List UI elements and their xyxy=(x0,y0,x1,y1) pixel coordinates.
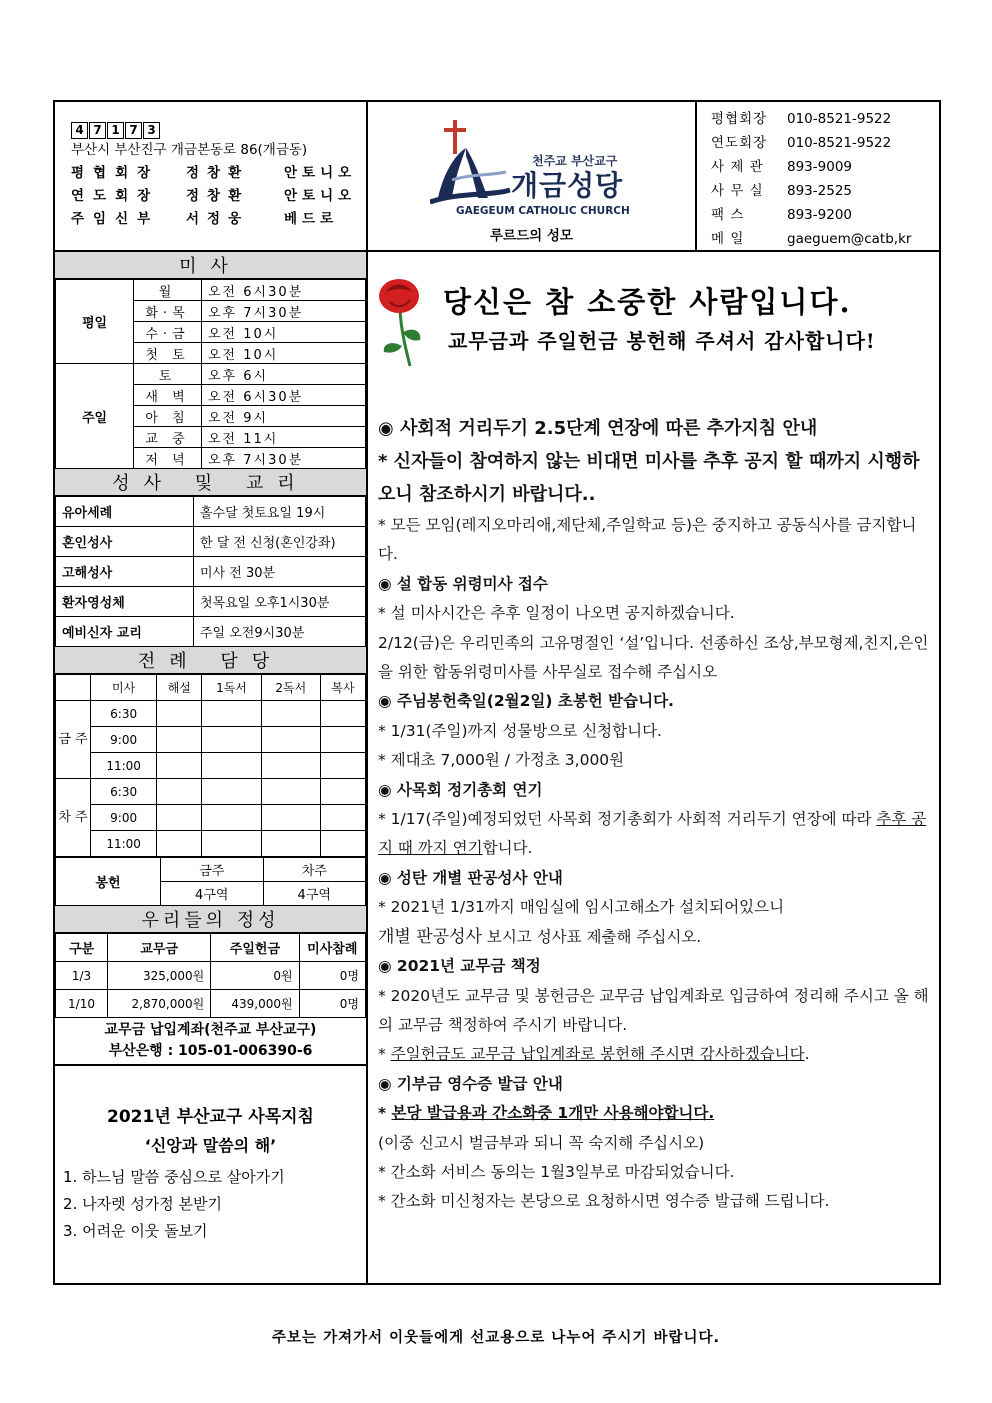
contact-value: 010-8521-9522 xyxy=(787,135,892,151)
officer-name: 정창환 xyxy=(186,165,250,181)
announcement-text: (이중 신고시 벌금부과 되니 꼭 숙지해 주십시오) xyxy=(378,1133,705,1152)
officer-role: 연도회장 xyxy=(71,188,160,204)
giving-sunday: 0원 xyxy=(211,962,299,990)
guideline-item: 2. 나자렛 성가정 본받기 xyxy=(63,1195,223,1213)
next-week-label: 차 주 xyxy=(56,779,91,857)
announcement-text: * 간소화 미신청자는 본당으로 요청하시면 영수증 발급해 드립니다. xyxy=(378,1192,830,1211)
mass-day: 토 xyxy=(134,364,202,385)
announcement-text xyxy=(378,1040,933,1069)
contact-row xyxy=(711,179,939,203)
next-week-header: 차주 xyxy=(263,858,366,882)
emphasized-text: 개별 판공성사 xyxy=(378,926,482,947)
mass-day: 새 벽 xyxy=(134,385,202,406)
zip-digit: 3 xyxy=(143,122,160,139)
contact-value: 893-9200 xyxy=(787,207,852,223)
officer-row xyxy=(71,185,366,208)
mass-time: 오전 9시 xyxy=(202,406,366,427)
contact-value: 010-8521-9522 xyxy=(787,111,892,127)
sacrament-time: 홀수달 첫토요일 19시 xyxy=(194,497,366,527)
footer-note: 주보는 가져가서 이웃들에게 선교용으로 나누어 주시기 바랍니다. xyxy=(272,1330,720,1346)
patron-saint: 루르드의 성모 xyxy=(490,228,573,244)
announcement-heading: ◉ 사목회 정기총회 연기 xyxy=(378,780,543,799)
logo-english-name: GAEGEUM CATHOLIC CHURCH xyxy=(456,205,630,217)
announcement-text xyxy=(378,805,933,864)
officer-baptismal: 안토니오 xyxy=(284,165,357,181)
sacrament-name: 유아세례 xyxy=(56,497,194,527)
giving-header: 주일헌금 xyxy=(211,934,299,962)
contact-label: 평협회장 xyxy=(711,111,768,127)
guideline-theme: ‘신앙과 말씀의 해’ xyxy=(144,1136,277,1155)
announcement-text: * 설 미사시간은 추후 일정이 나오면 공지하겠습니다. xyxy=(378,604,735,623)
announcement-text-part: * 1/17(주일)예정되었던 사목회 정기총회가 사회적 거리두기 연장에 따라 xyxy=(378,810,877,829)
giving-date: 1/10 xyxy=(56,990,108,1018)
contact-row xyxy=(711,131,939,155)
weekday-label: 평일 xyxy=(56,280,134,364)
zip-digit: 7 xyxy=(125,122,142,139)
giving-sunday: 439,000원 xyxy=(211,990,299,1018)
contact-label: 메 일 xyxy=(711,231,745,247)
zip-digit: 7 xyxy=(89,122,106,139)
liturgy-header: 해설 xyxy=(157,675,202,701)
logo-church-name: 개금성당 xyxy=(511,169,624,202)
mass-time: 오전 6시30분 xyxy=(202,280,366,301)
contact-value: 893-9009 xyxy=(787,159,852,175)
contact-label: 사 무 실 xyxy=(711,183,764,199)
mass-schedule-table xyxy=(55,279,366,469)
announcement-text-part: * xyxy=(378,1104,392,1123)
address: 부산시 부산진구 개금본동로 86(개금동) xyxy=(71,142,308,158)
guideline-title: 2021년 부산교구 사목지침 xyxy=(107,1107,314,1127)
giving-dues: 2,870,000원 xyxy=(108,990,211,1018)
sacrament-time: 미사 전 30분 xyxy=(194,557,366,587)
officer-name: 서정웅 xyxy=(186,211,250,227)
zip-code xyxy=(71,122,366,139)
mass-day: 저 녁 xyxy=(134,448,202,469)
contact-row xyxy=(711,155,939,179)
left-column xyxy=(55,252,368,1283)
this-week-zone: 4구역 xyxy=(161,882,264,906)
giving-header: 구분 xyxy=(56,934,108,962)
sacrament-name: 고해성사 xyxy=(56,557,194,587)
logo-diocese: 천주교 부산교구 xyxy=(532,154,618,168)
offering-duty-table xyxy=(55,857,366,906)
giving-table xyxy=(55,933,366,1018)
underlined-text: 추후 공지 때 까지 연기 xyxy=(378,810,927,858)
mass-time: 오후 7시30분 xyxy=(202,448,366,469)
liturgy-time: 9:00 xyxy=(91,727,157,753)
contact-row xyxy=(711,203,939,227)
guideline-item: 1. 하느님 말씀 중심으로 살아가기 xyxy=(63,1168,285,1186)
sacrament-name: 환자영성체 xyxy=(56,587,194,617)
mass-day: 월 xyxy=(134,280,202,301)
guideline-item: 3. 어려운 이웃 돌보기 xyxy=(63,1222,208,1240)
liturgy-time: 6:30 xyxy=(91,701,157,727)
mass-day: 화·목 xyxy=(134,301,202,322)
sacrament-time: 주일 오전9시30분 xyxy=(194,617,366,647)
main-subtitle: 교무금과 주일헌금 봉헌해 주셔서 감사합니다! xyxy=(448,329,876,353)
mass-day: 아 침 xyxy=(134,406,202,427)
right-column xyxy=(368,252,939,1283)
contact-row xyxy=(711,227,939,251)
sacrament-time: 첫목요일 오후1시30분 xyxy=(194,587,366,617)
sacrament-name: 혼인성사 xyxy=(56,527,194,557)
announcement-text: * 2021년 1/31까지 매임실에 임시고해소가 설치되어있으니 xyxy=(378,898,785,917)
contact-row xyxy=(711,107,939,131)
underlined-text: 본당 발급용과 간소화중 1개만 사용해야합니다. xyxy=(391,1104,715,1123)
account-info xyxy=(55,1018,366,1066)
bulletin-page xyxy=(53,100,941,1285)
church-logo-panel xyxy=(368,102,697,250)
giving-header: 미사참례 xyxy=(299,934,365,962)
email-value[interactable]: gaeguem@catb,kr xyxy=(787,231,912,247)
main-title: 당신은 참 소중한 사람입니다. xyxy=(443,285,852,319)
pastoral-guideline xyxy=(55,1066,366,1245)
zip-digit: 1 xyxy=(107,122,124,139)
mass-time: 오전 6시30분 xyxy=(202,385,366,406)
contact-label: 사 제 관 xyxy=(711,159,764,175)
header xyxy=(55,102,939,252)
announcement-text: * 제대초 7,000원 / 가정초 3,000원 xyxy=(378,751,625,770)
announcement-text: * 신자들이 참여하지 않는 비대면 미사를 추후 공지 할 때까지 시행하오니 참조하시기 바랍니다.. xyxy=(378,451,920,505)
announcement-text-part: 합니다. xyxy=(482,839,533,858)
week-header-blank xyxy=(56,675,91,701)
announcement-text: * 모든 모임(레지오마리애,제단체,주일학교 등)은 중지하고 공동식사를 금지합니다. xyxy=(378,516,917,564)
contact-label: 연도회장 xyxy=(711,135,768,151)
mass-day: 교 중 xyxy=(134,427,202,448)
contact-list xyxy=(697,102,939,250)
mass-day: 수·금 xyxy=(134,322,202,343)
liturgy-time: 11:00 xyxy=(91,753,157,779)
sacraments-table xyxy=(55,496,366,647)
liturgy-time: 9:00 xyxy=(91,805,157,831)
mass-time: 오전 10시 xyxy=(202,343,366,364)
announcement-text xyxy=(378,923,933,952)
giving-header: 교무금 xyxy=(108,934,211,962)
announcement-text-part: * xyxy=(378,1045,391,1064)
sacrament-name: 예비신자 교리 xyxy=(56,617,194,647)
officer-baptismal: 베드로 xyxy=(284,211,339,227)
liturgy-header: 복사 xyxy=(320,675,365,701)
contact-value: 893-2525 xyxy=(787,183,852,199)
officer-role: 주임신부 xyxy=(71,211,160,227)
sacrament-time: 한 달 전 신청(혼인강좌) xyxy=(194,527,366,557)
announcement-text: * 2020년도 교무금 및 봉헌금은 교무금 납입계좌로 입금하여 정리해 주시고 올 해의 교무금 책정하여 주시기 바랍니다. xyxy=(378,986,929,1034)
liturgy-header: 미사 xyxy=(91,675,157,701)
giving-dues: 325,000원 xyxy=(108,962,211,990)
liturgy-title: 전례 담당 xyxy=(55,647,366,674)
announcement-heading: ◉ 주님봉헌축일(2월2일) 초봉헌 받습니다. xyxy=(378,692,674,711)
announcement-text: * 간소화 서비스 동의는 1월3일부로 마감되었습니다. xyxy=(378,1162,735,1181)
account-title: 교무금 납입계좌(천주교 부산교구) xyxy=(104,1022,317,1038)
announcement-heading: ◉ 사회적 거리두기 2.5단계 연장에 따른 추가지침 안내 xyxy=(378,418,818,439)
officer-row xyxy=(71,162,366,185)
announcement-text xyxy=(378,1099,933,1128)
mass-time: 오전 11시 xyxy=(202,427,366,448)
giving-title: 우리들의 정성 xyxy=(55,906,366,933)
liturgy-duty-table xyxy=(55,674,366,857)
announcement-text-part: 보시고 성사표 제출해 주십시오. xyxy=(481,927,702,946)
contact-label: 팩 스 xyxy=(711,207,745,223)
sacraments-title: 성사 및 교리 xyxy=(55,469,366,496)
sunday-label: 주일 xyxy=(56,364,134,469)
officer-role: 평협회장 xyxy=(71,165,160,181)
announcement-text-part: . xyxy=(804,1045,810,1064)
liturgy-header: 1독서 xyxy=(202,675,261,701)
giving-attendance: 0명 xyxy=(299,962,365,990)
zip-digit: 4 xyxy=(71,122,88,139)
giving-attendance: 0명 xyxy=(299,990,365,1018)
announcement-text: * 1/31(주일)까지 성물방으로 신청합니다. xyxy=(378,721,662,740)
liturgy-header: 2독서 xyxy=(261,675,320,701)
liturgy-time: 6:30 xyxy=(91,779,157,805)
mass-time: 오후 6시 xyxy=(202,364,366,385)
announcement-heading: ◉ 설 합동 위령미사 접수 xyxy=(378,574,548,593)
this-week-label: 금 주 xyxy=(56,701,91,779)
parish-info xyxy=(55,102,368,250)
rose-icon xyxy=(372,274,428,370)
giving-date: 1/3 xyxy=(56,962,108,990)
offering-label: 봉헌 xyxy=(56,858,161,906)
officer-name: 정창환 xyxy=(186,188,250,204)
mass-day: 첫 토 xyxy=(134,343,202,364)
mass-time: 오후 7시30분 xyxy=(202,301,366,322)
announcement-text: 2/12(금)은 우리민족의 고유명절인 ‘설’입니다. 선종하신 조상,부모형제,친지,은인을 위한 합동위령미사를 사무실로 접수해 주십시오 xyxy=(378,633,929,682)
announcements xyxy=(378,412,933,1217)
mass-time: 오전 10시 xyxy=(202,322,366,343)
next-week-zone: 4구역 xyxy=(263,882,366,906)
underlined-text: 주일헌금도 교무금 납입계좌로 봉헌해 주시면 감사하겠습니다 xyxy=(390,1045,805,1064)
announcement-heading: ◉ 성탄 개별 판공성사 안내 xyxy=(378,868,563,887)
liturgy-time: 11:00 xyxy=(91,831,157,857)
mass-title: 미사 xyxy=(55,252,366,279)
this-week-header: 금주 xyxy=(161,858,264,882)
announcement-heading: ◉ 2021년 교무금 책정 xyxy=(378,957,541,976)
officer-baptismal: 안토니오 xyxy=(284,188,357,204)
officer-row xyxy=(71,208,366,231)
account-number: 부산은행 : 105-01-006390-6 xyxy=(108,1043,313,1059)
announcement-heading: ◉ 기부금 영수증 발급 안내 xyxy=(378,1074,563,1093)
